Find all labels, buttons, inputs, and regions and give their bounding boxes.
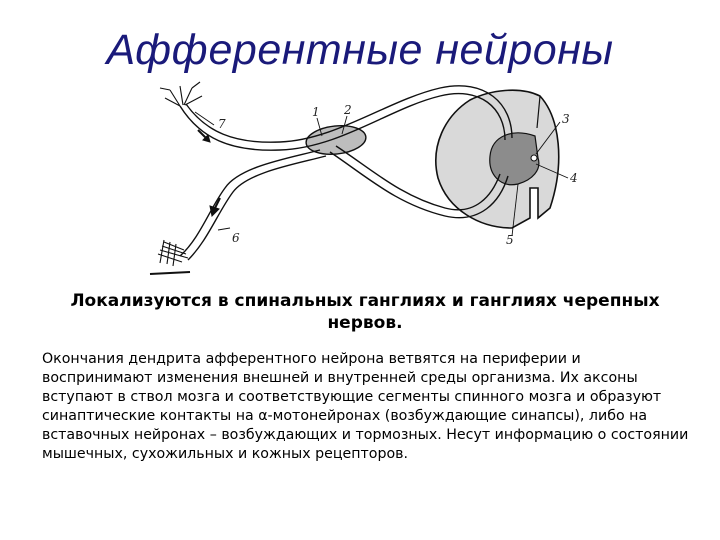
label-5: 5 <box>506 233 514 247</box>
localization-heading: Локализуются в спинальных ганглиях и ганглиях черепных нервов. <box>70 291 660 333</box>
label-6: 6 <box>232 231 240 245</box>
page-title: Афферентные нейроны <box>106 26 614 74</box>
signal-arrows <box>198 130 220 216</box>
label-7: 7 <box>218 117 226 131</box>
description-paragraph: Окончания дендрита афферентного нейрона ветвятся на периферии и воспринимают изменения внешней и внутренней среды организма. Их аксоны вступают в ствол мозга и соответствующие сегменты спинного мозга и образуют синаптические контакты на α-мотонейронах (возбуждающие синапсы), либо на вставочных нейронах – возбуждающих и тормозных. Несут информацию о состоянии мышечных, сухожильных и кожных рецепторов. <box>42 351 689 462</box>
label-3: 3 <box>562 112 570 126</box>
label-4: 4 <box>570 171 578 185</box>
afferent-neuron-diagram <box>140 78 580 290</box>
label-2: 2 <box>344 103 352 117</box>
spinal-cord-section <box>436 90 559 228</box>
receptor-endings <box>150 82 202 274</box>
label-1: 1 <box>312 105 320 119</box>
